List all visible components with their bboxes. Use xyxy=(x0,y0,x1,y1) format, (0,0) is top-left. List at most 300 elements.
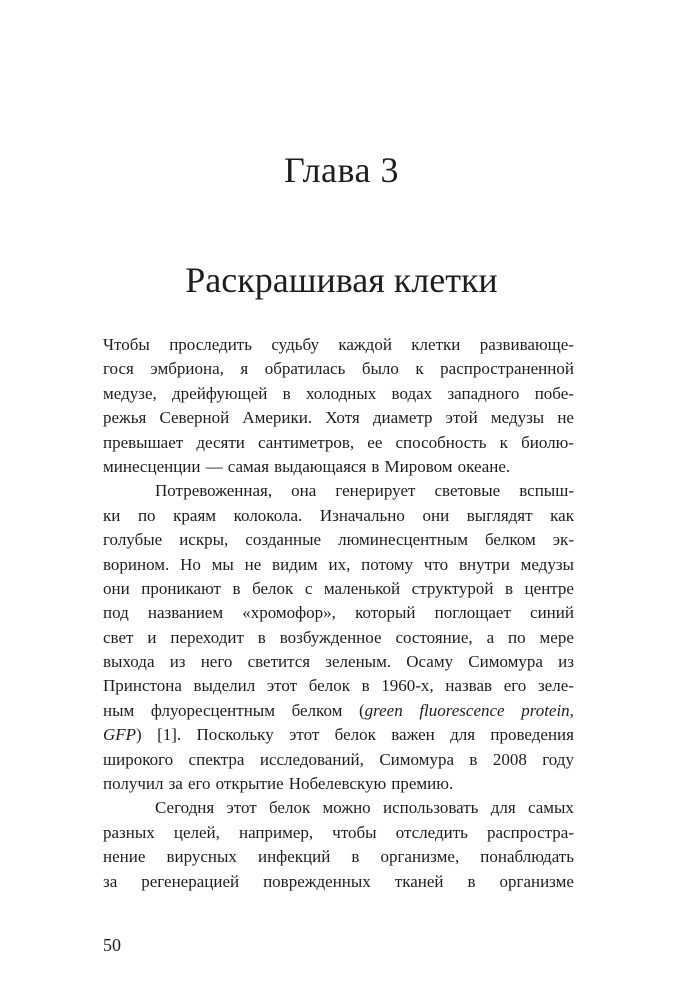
word-group xyxy=(491,796,516,820)
word: выглядят xyxy=(466,505,533,525)
word-group xyxy=(103,699,134,723)
text-line xyxy=(103,357,574,381)
word: разных xyxy=(103,822,155,842)
word-group xyxy=(396,821,468,845)
word-group xyxy=(289,772,386,796)
word: возбужденное xyxy=(279,627,382,647)
word: голубые xyxy=(103,530,163,550)
word-group xyxy=(500,431,508,455)
word: белок xyxy=(269,798,311,818)
word: тканей xyxy=(394,871,444,891)
word: спектра xyxy=(188,749,245,769)
word-group xyxy=(242,406,312,430)
word-group xyxy=(320,504,405,528)
word: Нобелевскую xyxy=(288,774,387,794)
word-group xyxy=(419,699,504,723)
word: в xyxy=(282,383,291,403)
word: green xyxy=(364,700,403,720)
word-group xyxy=(450,723,475,747)
word: открытие xyxy=(215,774,284,794)
word: использовать xyxy=(382,798,479,818)
word-group xyxy=(242,601,336,625)
chapter-label: Глава 3 xyxy=(283,150,400,190)
word: него xyxy=(200,652,233,672)
word-group xyxy=(325,406,360,430)
word: исследований, xyxy=(259,749,364,769)
word: к xyxy=(499,432,508,452)
word-group xyxy=(258,845,330,869)
word-group xyxy=(280,626,382,650)
word-group xyxy=(103,504,120,528)
text-line xyxy=(103,577,574,601)
word-group xyxy=(415,357,423,381)
word-group xyxy=(141,870,239,894)
word: Чтобы xyxy=(103,335,150,354)
word: за xyxy=(168,774,183,794)
word: в xyxy=(361,676,370,696)
word: fluorescence xyxy=(419,700,505,720)
word: потому xyxy=(361,554,414,574)
word: как xyxy=(550,505,574,525)
word: protein, xyxy=(521,700,574,720)
word: поглощает xyxy=(434,603,511,623)
word: мере xyxy=(539,627,574,647)
word-group xyxy=(147,626,156,650)
word: зеленым. xyxy=(325,652,392,672)
word: Симомура xyxy=(379,749,454,769)
word: который xyxy=(355,603,416,623)
word: можно xyxy=(322,798,371,818)
word: его xyxy=(503,676,527,696)
word-group xyxy=(535,382,574,406)
word: выделил xyxy=(193,676,256,696)
word-group xyxy=(309,674,350,698)
word: маленькой xyxy=(323,578,401,598)
word: Но xyxy=(180,554,201,574)
word-group xyxy=(233,577,241,601)
word: к xyxy=(415,359,424,379)
word: Поскольку xyxy=(196,725,274,745)
word-group xyxy=(521,553,574,577)
word-group xyxy=(332,821,376,845)
word: не xyxy=(557,408,574,428)
word-group xyxy=(406,650,453,674)
word-group xyxy=(459,553,510,577)
word: медузы xyxy=(490,408,545,428)
word: ворином. xyxy=(103,554,170,574)
word-group xyxy=(323,796,371,820)
word-group xyxy=(239,821,313,845)
word: западного xyxy=(447,383,520,403)
word: а xyxy=(486,627,495,647)
word-group xyxy=(289,723,319,747)
word-group xyxy=(422,504,449,528)
word-group xyxy=(391,723,435,747)
word: генерирует xyxy=(335,481,416,501)
word: для xyxy=(490,798,516,818)
word-group xyxy=(216,772,284,796)
word: нение xyxy=(103,847,146,867)
word-group xyxy=(234,504,303,528)
word-group xyxy=(103,333,150,357)
word-group xyxy=(292,699,343,723)
word: созданные xyxy=(245,530,322,550)
word: в xyxy=(232,578,241,598)
word-group xyxy=(325,650,391,674)
word-group xyxy=(206,455,223,479)
word-group xyxy=(468,650,543,674)
word-group xyxy=(558,650,574,674)
word: эмбриона, xyxy=(150,359,224,379)
text-line xyxy=(103,431,574,455)
word-group xyxy=(467,504,533,528)
word-group xyxy=(103,431,183,455)
word: «хромофор», xyxy=(242,603,336,623)
word: этот xyxy=(226,798,257,818)
word: обратилась xyxy=(264,359,346,379)
word-group xyxy=(396,431,487,455)
word: из xyxy=(169,652,186,672)
word: проведения xyxy=(490,725,574,745)
word-group xyxy=(150,357,224,381)
word-group xyxy=(440,357,574,381)
word-group xyxy=(269,796,310,820)
body-text xyxy=(103,333,574,894)
text-line xyxy=(103,504,574,528)
word: организме, xyxy=(380,847,460,867)
word-group xyxy=(252,577,293,601)
word-group xyxy=(274,455,366,479)
word-group xyxy=(557,406,574,430)
word: структурой xyxy=(411,578,494,598)
word-group xyxy=(155,796,214,820)
word-group xyxy=(194,674,256,698)
word-group xyxy=(446,406,478,430)
word: самая xyxy=(227,456,270,476)
text-line xyxy=(103,406,574,430)
word-group xyxy=(490,723,574,747)
word-group xyxy=(103,821,155,845)
word-group xyxy=(271,333,319,357)
word-group xyxy=(525,577,574,601)
word-group xyxy=(508,626,526,650)
word: я xyxy=(240,359,249,379)
word-group xyxy=(521,431,574,455)
word-group xyxy=(103,845,145,869)
word: ее xyxy=(367,432,383,452)
word-group xyxy=(324,577,400,601)
word-group xyxy=(272,553,318,577)
word-group xyxy=(170,626,244,650)
word: в xyxy=(467,871,476,891)
word: в xyxy=(504,578,514,598)
word: Осаму xyxy=(406,652,454,672)
word-group xyxy=(373,406,433,430)
word-group xyxy=(467,870,475,894)
word-group xyxy=(170,650,186,674)
word: внутри xyxy=(458,554,510,574)
word: каждой xyxy=(338,335,392,354)
word-group xyxy=(434,479,500,503)
text-line xyxy=(103,870,574,894)
word: белком xyxy=(291,700,343,720)
word: видим xyxy=(272,554,318,574)
word: ки xyxy=(103,505,121,525)
word: Северной xyxy=(159,408,230,428)
word: их, xyxy=(328,554,351,574)
word-group xyxy=(173,504,216,528)
word: [1]. xyxy=(157,725,182,745)
word-group xyxy=(359,699,403,723)
word-group xyxy=(458,455,511,479)
word: вирусных xyxy=(166,847,237,867)
text-line xyxy=(103,528,574,552)
word-group xyxy=(338,333,392,357)
word-group xyxy=(291,479,316,503)
word: вспыш- xyxy=(519,481,574,501)
word-group xyxy=(103,455,201,479)
word: Изначально xyxy=(319,505,405,525)
word-group xyxy=(499,870,574,894)
word-group xyxy=(103,772,164,796)
word: получил xyxy=(103,774,164,794)
word: выхода xyxy=(103,652,155,672)
word-group xyxy=(355,601,415,625)
text-line xyxy=(103,699,574,723)
word: холодных xyxy=(305,383,377,403)
word-group xyxy=(263,870,371,894)
word-group xyxy=(179,528,228,552)
word: этой xyxy=(445,408,478,428)
word: люминесцентным xyxy=(338,530,468,550)
word-group xyxy=(305,577,313,601)
word-group xyxy=(381,674,433,698)
word-group xyxy=(380,845,459,869)
word: — xyxy=(205,456,223,476)
text-line xyxy=(103,723,574,747)
word: медузы xyxy=(520,554,574,574)
word: ( xyxy=(358,700,365,720)
word-group xyxy=(180,553,201,577)
word-group xyxy=(480,845,574,869)
word: Принстона xyxy=(103,676,182,696)
word-group xyxy=(138,504,156,528)
word: океане. xyxy=(457,456,511,476)
word-group xyxy=(155,479,272,503)
word-group xyxy=(550,504,574,528)
word: премию. xyxy=(391,774,454,794)
word-group xyxy=(412,577,494,601)
text-line xyxy=(103,845,574,869)
word: световые xyxy=(434,481,501,501)
word-group xyxy=(395,626,472,650)
text-line xyxy=(103,796,574,820)
word-group xyxy=(480,333,574,357)
word: Потревоженная, xyxy=(155,481,273,501)
word: Симомура xyxy=(468,652,543,672)
word-group xyxy=(553,528,574,552)
word: в xyxy=(351,847,360,867)
word-group xyxy=(103,577,130,601)
word-group xyxy=(265,357,346,381)
word-group xyxy=(445,674,492,698)
word-group xyxy=(338,528,468,552)
word-group xyxy=(487,821,574,845)
word-group xyxy=(228,455,269,479)
word: самых xyxy=(527,798,574,818)
word: побе- xyxy=(534,383,574,403)
word: развивающе- xyxy=(479,335,574,354)
word-group xyxy=(260,748,364,772)
word-group xyxy=(424,553,448,577)
word: для xyxy=(450,725,476,745)
text-line xyxy=(103,821,574,845)
word: десяти xyxy=(196,432,245,452)
word-group xyxy=(361,553,413,577)
text-line xyxy=(103,626,574,650)
word-group xyxy=(538,674,574,698)
word-group xyxy=(283,382,291,406)
word: белок xyxy=(308,676,350,696)
word: GFP xyxy=(103,725,137,745)
word: минесценции xyxy=(103,456,201,476)
word-group xyxy=(351,845,359,869)
text-line xyxy=(103,650,574,674)
word: дрейфующей xyxy=(172,383,268,403)
word: белком xyxy=(484,530,536,550)
word-group xyxy=(411,333,460,357)
word-group xyxy=(103,723,142,747)
word-group xyxy=(103,357,134,381)
word-group xyxy=(103,382,157,406)
chapter-title: Раскрашивая клетки xyxy=(185,260,498,300)
word: отследить xyxy=(395,822,468,842)
text-line xyxy=(103,479,574,503)
word: 1960-х, xyxy=(381,676,434,696)
word-group xyxy=(245,553,262,577)
word: этот xyxy=(266,676,298,696)
word: в xyxy=(257,627,266,647)
text-line xyxy=(103,382,574,406)
word: водах xyxy=(391,383,433,403)
word: важен xyxy=(391,725,435,745)
word: под xyxy=(103,603,129,623)
word: распространенной xyxy=(440,359,574,379)
word-group xyxy=(540,626,574,650)
text-line xyxy=(103,553,574,577)
word: краям xyxy=(173,505,217,525)
word: проследить xyxy=(169,335,252,354)
word: флуоресцентным xyxy=(150,700,275,720)
word-group xyxy=(103,650,155,674)
word-group xyxy=(395,870,444,894)
word: в xyxy=(371,456,380,476)
word: зеле- xyxy=(537,676,574,696)
word: свет xyxy=(103,627,134,647)
word: по xyxy=(137,505,156,525)
word-group xyxy=(447,382,519,406)
word: ным xyxy=(103,700,135,720)
word: выдающаяся xyxy=(274,456,367,476)
word-group xyxy=(505,577,513,601)
text-line xyxy=(103,601,574,625)
word: судьбу xyxy=(271,335,320,354)
word: инфекций xyxy=(257,847,331,867)
word-group xyxy=(542,748,574,772)
word-group xyxy=(491,406,544,430)
word: например, xyxy=(239,822,314,842)
word: не xyxy=(244,554,262,574)
word: в xyxy=(469,749,478,769)
word: светится xyxy=(247,652,311,672)
word: с xyxy=(304,578,313,598)
word-group xyxy=(159,406,229,430)
word-group xyxy=(469,748,477,772)
word-group xyxy=(258,431,354,455)
word: организме xyxy=(499,871,574,891)
word-group xyxy=(392,382,433,406)
word-group xyxy=(385,455,453,479)
word-group xyxy=(267,674,297,698)
word-group xyxy=(151,699,275,723)
word: по xyxy=(508,627,526,647)
word-group xyxy=(227,796,257,820)
text-line xyxy=(103,455,574,479)
word: из xyxy=(558,652,574,672)
word-group xyxy=(148,601,223,625)
word: она xyxy=(291,481,317,501)
word: диаметр xyxy=(372,408,433,428)
word-group xyxy=(391,772,453,796)
word-group xyxy=(335,479,415,503)
word-group xyxy=(166,845,236,869)
word-group xyxy=(530,601,574,625)
word-group xyxy=(435,601,511,625)
word-group xyxy=(519,479,574,503)
word: Мировом xyxy=(384,456,453,476)
word: сантиметров, xyxy=(258,432,355,452)
word-group xyxy=(172,382,267,406)
word: названием xyxy=(147,603,224,623)
word: его xyxy=(187,774,211,794)
word-group xyxy=(174,821,220,845)
word-group xyxy=(367,431,382,455)
word-group xyxy=(188,772,211,796)
word-group xyxy=(371,455,379,479)
word-group xyxy=(485,528,536,552)
word-group xyxy=(383,796,478,820)
word: искры, xyxy=(179,530,229,550)
word: биолю- xyxy=(521,432,574,452)
text-line xyxy=(103,674,574,698)
word: переходит xyxy=(170,627,244,647)
word-group xyxy=(240,357,248,381)
word: способность xyxy=(395,432,487,452)
word: широкого xyxy=(103,749,174,769)
word: этот xyxy=(289,725,320,745)
word: медузе, xyxy=(103,383,157,403)
word-group xyxy=(169,772,183,796)
word-group xyxy=(528,796,574,820)
word: мы xyxy=(211,554,234,574)
word: они xyxy=(103,578,130,598)
word-group xyxy=(379,748,454,772)
word-group xyxy=(103,748,173,772)
word: году xyxy=(542,749,574,769)
word: центре xyxy=(524,578,574,598)
word: гося xyxy=(103,359,134,379)
word: 2008 xyxy=(492,749,527,769)
